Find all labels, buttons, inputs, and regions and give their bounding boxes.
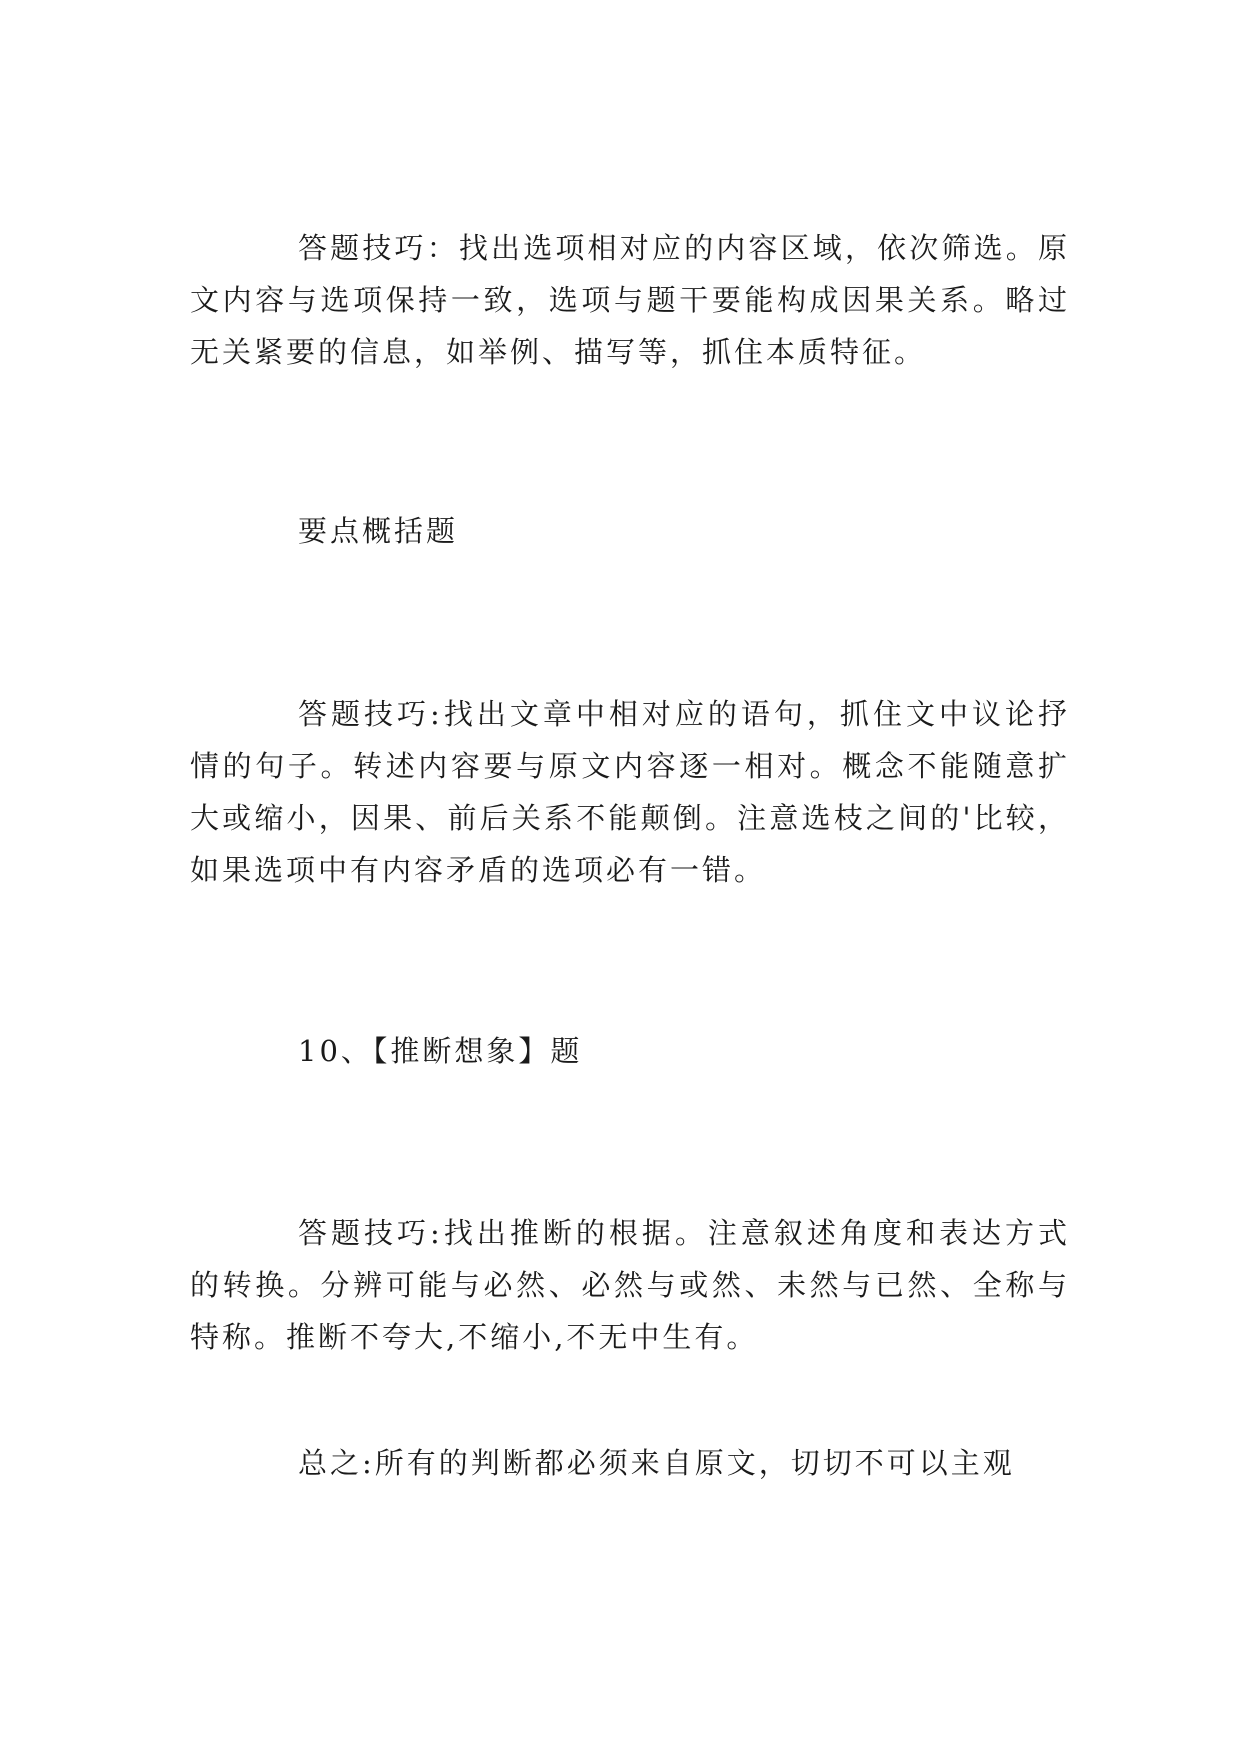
section-heading-inference: 10、【推断想象】题 — [298, 1034, 583, 1068]
section-heading-key-points: 要点概括题 — [298, 514, 459, 548]
paragraph-answer-tips-1: 答题技巧：找出选项相对应的内容区域，依次筛选。原文内容与选项保持一致，选项与题干要能构成因果关系。略过无关紧要的信息，如举例、描写等，抓住本质特征。 — [190, 231, 1070, 369]
paragraph-answer-tips-3: 答题技巧:找出推断的根据。注意叙述角度和表达方式的转换。分辨可能与必然、必然与或然、未然与已然、全称与特称。推断不夸大,不缩小,不无中生有。 — [190, 1216, 1070, 1354]
paragraph-conclusion: 总之:所有的判断都必须来自原文，切切不可以主观 — [298, 1446, 1015, 1480]
paragraph-answer-tips-2: 答题技巧:找出文章中相对应的语句，抓住文中议论抒情的句子。转述内容要与原文内容逐一相对。概念不能随意扩大或缩小，因果、前后关系不能颠倒。注意选枝之间的'比较，如果选项中有内容矛盾的选项必有一错。 — [190, 697, 1070, 887]
